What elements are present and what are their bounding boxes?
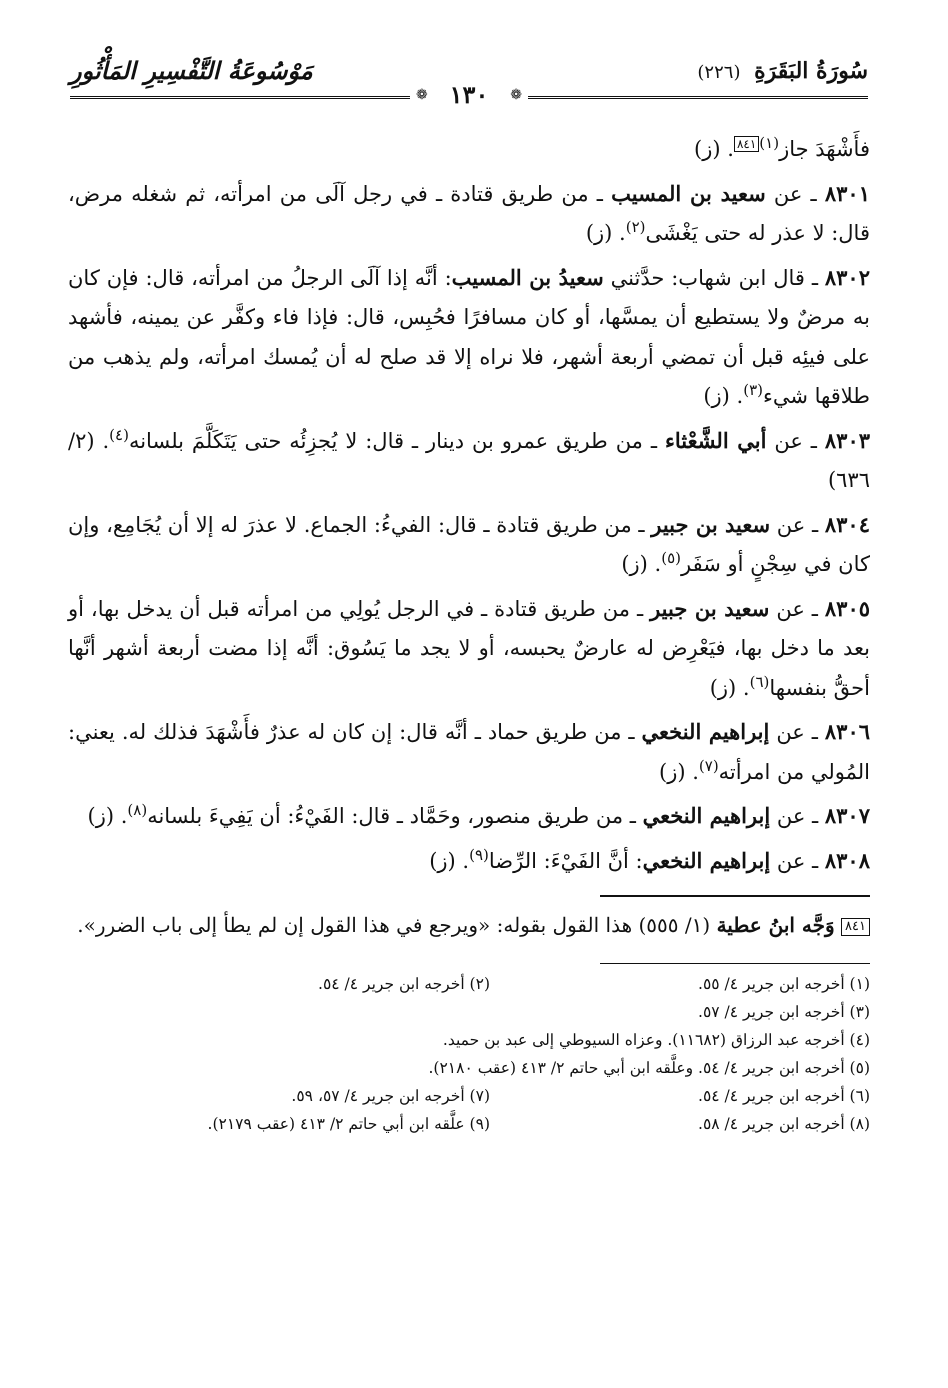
narration-number: ٨٣٠٧ xyxy=(824,803,870,828)
footnote-ref: (٢) xyxy=(625,218,646,236)
narration-8304: ٨٣٠٤ ـ عن سعيد بن جبير ـ من طريق قتادة ـ قال: الفيءُ: الجماع. لا عذرَ له إلا أن يُجَامِع، وإن كان في سِجْنٍ أو سَفَر$^{(٥)}$. (ز) xyxy=(68,511,870,576)
ayah-number: (٢٢٦) xyxy=(697,62,741,83)
book-title: مَوْسُوعَةُ التَّفْسِيرِ المَأْثُورِ xyxy=(70,56,313,85)
narration-number: ٨٣٠٦ xyxy=(824,719,871,744)
footnote-ref: (٣) xyxy=(743,381,763,399)
narrator-name: إبراهيم النخعي xyxy=(642,803,771,828)
narrator-name: سعيد بن جبير xyxy=(650,595,770,621)
footnote-2: (٢) أخرجه ابن جرير ٤/ ٥٤. xyxy=(318,975,490,993)
narrator-name: أبي الشَّعْثاء xyxy=(664,427,767,453)
editor-comment: ٨٤١ وَجَّه ابنُ عطية (١/ ٥٥٥) هذا القول بقوله: «ويرجع في هذا القول إن لم يطأ إلى باب الضرر». xyxy=(68,907,870,943)
footnote-ref: (٥) xyxy=(661,549,682,567)
ornament-icon: ❁ xyxy=(416,87,428,103)
narration-number: ٨٣٠٨ xyxy=(824,847,870,873)
narration-8305: ٨٣٠٥ ـ عن سعيد بن جبير ـ من طريق قتادة ـ في الرجل يُولِي من امرأته قبل أن يدخل بها، أو بعد ما دخل بها، فيَعْرِض له عارضٌ يحبسه، أو لا يجد ما يَسُوق: أنَّه إذا مضت أربعة أشهر أنَّها أحقُّ بنفسها$^{(٦)}$. (ز) xyxy=(68,595,871,700)
comment-ref-box: ٨٤١ xyxy=(734,136,759,152)
narrator-name: سعيد بن المسيب xyxy=(611,180,766,206)
narrator-name: سعيدُ بن المسيب xyxy=(451,264,604,290)
footnotes xyxy=(68,970,870,1138)
narration-8303: ٨٣٠٣ ـ عن أبي الشَّعْثاء ـ من طريق عمرو بن دينار ـ قال: لا يُجزِئُه حتى يَتَكَلَّمَ بلسانه$^{(٤)}$. (٢/ ٦٣٦) xyxy=(68,425,871,492)
footnote-ref: (٧) xyxy=(698,756,719,775)
footnote-row xyxy=(68,1110,870,1138)
footnote-5: (٥) أخرجه ابن جرير ٤/ ٥٤. وعلَّقه ابن أبي حاتم ٢/ ٤١٣ (عقب ٢١٨٠). xyxy=(428,1059,870,1077)
narrator-name: إبراهيم النخعي xyxy=(642,847,771,873)
narration-8306: ٨٣٠٦ ـ عن إبراهيم النخعي ـ من طريق حماد ـ أنَّه قال: إن كان له عذرٌ فأَشْهَدَ فذلك له. يعني: المُولي من امرأته$^{(٧)}$. (ز) xyxy=(68,719,871,784)
surah-name: سُورَةُ البَقَرَةِ xyxy=(754,58,868,84)
narrator-name: إبراهيم النخعي xyxy=(641,719,770,744)
footnote-ref: (١) xyxy=(759,134,780,152)
narration-number: ٨٣٠١ xyxy=(824,180,870,206)
footnote-row xyxy=(68,970,870,998)
paragraph-continuation: فأَشْهَدَ جاز$^{(١)}$٨٤١. (ز) xyxy=(694,134,870,161)
footnote-ref: (٤) xyxy=(109,425,129,444)
footnote-1: (١) أخرجه ابن جرير ٤/ ٥٥. xyxy=(698,975,870,993)
narration-number: ٨٣٠٤ xyxy=(824,511,870,537)
narration-8308: ٨٣٠٨ ـ عن إبراهيم النخعي: أنَّ الفَيْءَ: الرِّضا$^{(٩)}$. (ز) xyxy=(429,845,870,873)
main-text xyxy=(68,130,870,1138)
footnote-ref: (٨) xyxy=(127,801,148,819)
comment-author: وَجَّه ابنُ عطية xyxy=(716,913,835,937)
page-number: ١٣٠ xyxy=(449,80,489,109)
footnote-3: (٣) أخرجه ابن جرير ٤/ ٥٧. xyxy=(698,1003,870,1021)
page-header xyxy=(40,52,898,114)
footnote-8: (٨) أخرجه ابن جرير ٤/ ٥٨. xyxy=(698,1115,870,1133)
narrator-name: سعيد بن جبير xyxy=(651,511,771,537)
footnote-separator xyxy=(600,963,870,964)
narration-number: ٨٣٠٥ xyxy=(824,595,871,621)
footnote-9: (٩) علَّقه ابن أبي حاتم ٢/ ٤١٣ (عقب ٢١٧٩). xyxy=(207,1115,490,1133)
narration-8307: ٨٣٠٧ ـ عن إبراهيم النخعي ـ من طريق منصور، وحَمَّاد ـ قال: الفَيْءُ: أن يَفِيءَ بلسانه$^{(٨)}$. (ز) xyxy=(87,801,870,828)
footnote-ref: (٩) xyxy=(469,845,489,864)
ornament-icon: ❁ xyxy=(510,87,522,103)
narration-number: ٨٣٠٣ xyxy=(824,427,871,453)
footnote-ref: (٦) xyxy=(749,672,770,691)
comment-number-box: ٨٤١ xyxy=(841,918,870,936)
narration-8301: ٨٣٠١ ـ عن سعيد بن المسيب ـ من طريق قتادة ـ في رجل آلَى من امرأته، ثم شغله مرض، قال: لا عذر له حتى يَغْشَى$^{(٢)}$. (ز) xyxy=(68,180,870,245)
narration-8302: ٨٣٠٢ ـ قال ابن شهاب: حدَّثني سعيدُ بن المسيب: أنَّه إذا آلَى الرجلُ من امرأته، قال: فإن كان به مرضٌ ولا يستطيع أن يمسَّها، أو كان مسافرًا فحُبِس، قال: فإذا فاء وكفَّر عن يمينه، فأشهد على فيئِه قبل أن تمضي أربعة أشهر، فلا نراه إلا قد صلح له أن يُمسك امرأته، ولم يذهب من طلاقها شيء$^{(٣)}$. (ز) xyxy=(68,264,870,408)
comment-separator xyxy=(600,895,870,897)
footnote-4: (٤) أخرجه عبد الرزاق (١١٦٨٢). وعزاه السيوطي إلى عبد بن حميد. xyxy=(442,1031,870,1049)
narration-number: ٨٣٠٢ xyxy=(824,264,870,290)
footnote-7: (٧) أخرجه ابن جرير ٤/ ٥٧، ٥٩. xyxy=(291,1087,490,1105)
footnote-row xyxy=(68,1082,870,1110)
footnote-6: (٦) أخرجه ابن جرير ٤/ ٥٤. xyxy=(698,1087,870,1105)
